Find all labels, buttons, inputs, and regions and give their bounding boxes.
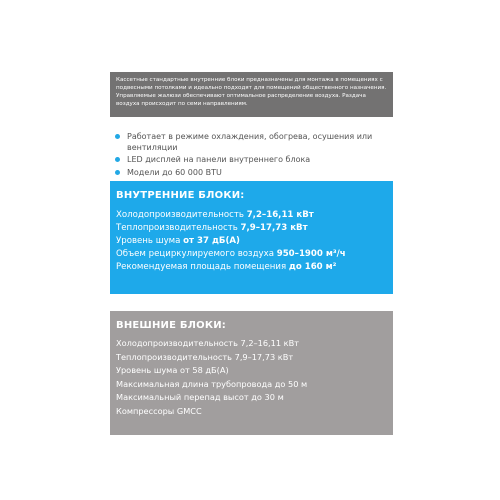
outdoor-units-title: ВНЕШНИЕ БЛОКИ:: [116, 320, 226, 331]
bullet-dot-icon: [115, 134, 120, 139]
spec-label: Уровень шума: [116, 236, 181, 246]
feature-text: LED дисплей на панели внутреннего блока: [127, 155, 311, 164]
spec-value: 950–1900 м³/ч: [276, 249, 346, 259]
spec-value: от 37 дБ(А): [183, 236, 240, 246]
spec-row: Уровень шума от 58 дБ(А): [116, 365, 229, 376]
spec-row: [116, 248, 393, 261]
spec-label: Теплопроизводительность: [116, 223, 238, 233]
spec-label: Объем рециркулируемого воздуха: [116, 249, 274, 259]
bullet-dot-icon: [115, 170, 120, 175]
spec-label: Рекомендуемая площадь помещения: [116, 262, 287, 272]
spec-value: до 160 м²: [288, 262, 337, 272]
spec-row: [116, 222, 393, 235]
spec-label: Холодопроизводительность: [116, 210, 244, 220]
spec-row: Компрессоры GMCC: [116, 405, 202, 416]
feature-item: [112, 168, 397, 179]
feature-text: Работает в режиме охлаждения, обогрева, осушения или вентиляции: [127, 132, 373, 152]
indoor-units-title: ВНУТРЕННИЕ БЛОКИ:: [116, 190, 245, 201]
spec-value: 7,2–16,11 кВт: [246, 210, 314, 220]
spec-row: [116, 261, 393, 274]
intro-text: Кассетные стандартные внутренние блоки предназначены для монтажа в помещениях с подвесными потолками и идеально подходят для помещений общественного назначения. Управляемые жалюзи обеспечивают оптимальное распределение воздуха. Раздача воздуха происходит по семи направлениям.: [116, 77, 387, 108]
spec-row: Холодопроизводительность 7,2–16,11 кВт: [116, 338, 299, 348]
feature-text: Модели до 60 000 BTU: [127, 167, 222, 177]
feature-list: [112, 132, 397, 180]
spec-row: Максимальная длина трубопровода до 50 м: [116, 378, 308, 389]
feature-item: [112, 132, 397, 153]
indoor-units-panel: [110, 181, 393, 294]
bullet-dot-icon: [115, 157, 120, 162]
spec-row: [116, 235, 393, 248]
feature-item: [112, 155, 397, 166]
spec-value: 7,9–17,73 кВт: [240, 223, 308, 233]
outdoor-units-panel: [110, 311, 393, 435]
spec-row: [116, 209, 393, 222]
spec-row: Теплопроизводительность 7,9–17,73 кВт: [116, 351, 294, 362]
spec-row: Максимальный перепад высот до 30 м: [116, 392, 284, 403]
intro-box: [110, 72, 393, 117]
